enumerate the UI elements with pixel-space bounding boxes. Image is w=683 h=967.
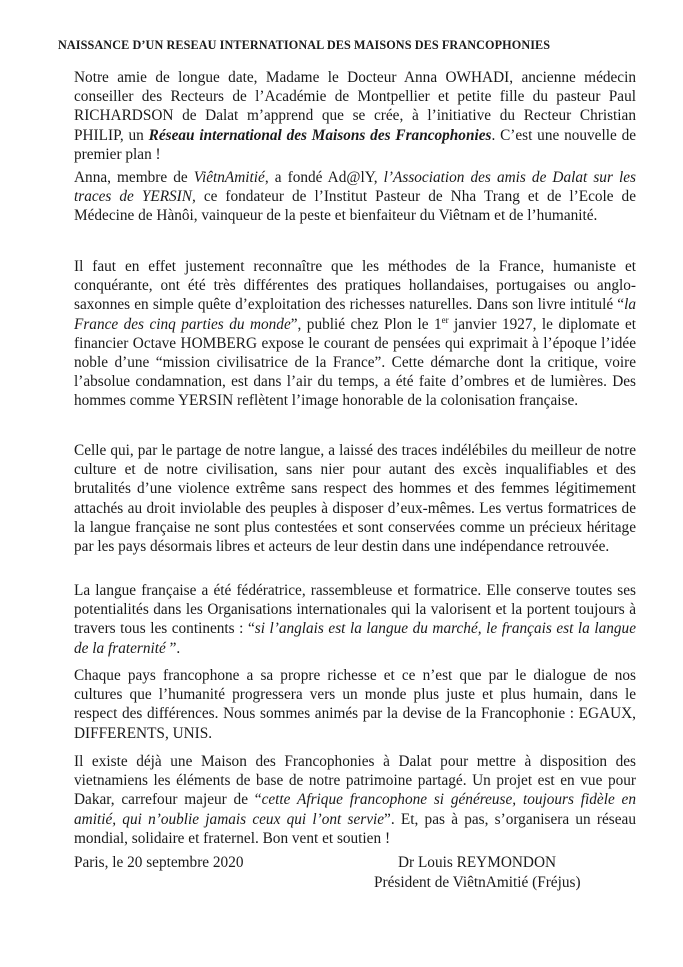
p1-text: Notre amie de longue date, Madame le Docteur Anna OWHADI, ancienne médecin conseiller des Recteurs de l’Académie de Montpellier et petite fille du pasteur Paul RICHARDSON de Dalat m’apprend que se crée, à l’initiative du Recteur Christian PHILIP, un [74,69,636,144]
p1-network-name: Réseau international des Maisons des Francophonies [148,126,492,144]
paragraph-1 [74,68,636,164]
paragraph-2 [74,168,636,226]
paragraph-5 [74,581,636,658]
p5-quote: si l’anglais est la langue du marché, le français est la langue de la fraternité [74,620,636,657]
p3-superscript: er [441,314,449,325]
p1-text-end: . C’est une nouvelle de premier plan ! [74,126,637,163]
p7-quote: cette Afrique francophone si généreuse, toujours fidèle en amitié, qui n’oublie jamais ceux qui l’ont servie [74,791,636,828]
p7-text: Il existe déjà une Maison des Francophonies à Dalat pour mettre à disposition des vietnamiens les éléments de base de notre patrimoine partagé. Un projet est en vue pour Dakar, carrefour majeur de “ [74,753,636,809]
paragraph-3 [74,257,636,411]
p2-text-mid: , a fondé Ad@lY, [264,169,384,186]
paragraph-4: Celle qui, par le partage de notre langue, a laissé des traces indélébiles du meilleur de notre culture et de notre civilisation, sans nier pour autant des excès inqualifiables et des brutalités d’une violence extrême sans respect des hommes et des femmes légitimement attachés au droit inviolable des peuples à disposer d’eux-mêmes. Les vertus formatrices de la langue française ne sont plus contestées et sont conservées comme un précieux héritage par les pays désormais libres et acteurs de leur destin dans une indépendance retrouvée. [74,442,636,556]
p3-book-title: la France des cinq parties du monde [74,296,636,333]
p2-vietnamitie: ViêtnAmitié [193,169,265,186]
p7-text-end: ”. Et, pas à pas, s’organisera un réseau mondial, solidaire et fraternel. Bon vent et soutien ! [74,810,636,847]
p5-text-end: ”. [165,639,181,657]
p5-text: La langue française a été fédératrice, rassembleuse et formatrice. Elle conserve toutes ses potentialités dans les Organisations internationales qui la valorisent et la portent toujours à travers tous les continents : “ [74,582,636,638]
signature-author: Dr Louis REYMONDON [398,854,557,871]
p2-text: Anna, membre de [74,169,194,186]
p3-text-mid: ”, publié chez Plon le 1 [290,315,442,333]
p2-association-name: l’Association des amis de Dalat sur les traces de YERSIN, [74,169,636,206]
p3-text-end: janvier 1927, le diplomate et financier Octave HOMBERG expose le courant de pensées qui exprimait à l’époque l’idée noble d’une “mission civilisatrice de la France”. Cette démarche dont la critique, voire l’absolue condamnation, est dans l’air du temps, a été faite d’ombres et de lumières. Des hommes comme YERSIN reflètent l’image honorable de la colonisation française. [74,315,637,410]
signature-role: Président de ViêtnAmitié (Fréjus) [374,874,581,891]
p2-text-end: ce fondateur de l’Institut Pasteur de Nha Trang et de l’Ecole de Médecine de Hànôi, vainqueur de la peste et bienfaiteur du Viêtnam et de l’humanité. [74,188,636,225]
paragraph-7 [74,752,636,848]
document-title: NAISSANCE D’UN RESEAU INTERNATIONAL DES MAISONS DES FRANCOPHONIES [58,38,551,52]
signature-place-date: Paris, le 20 septembre 2020 [74,854,244,871]
paragraph-6: Chaque pays francophone a sa propre richesse et ce n’est que par le dialogue de nos cultures que l’humanité progressera vers un monde plus juste et plus humain, dans le respect des différences. Nous sommes animés par la devise de la Francophonie : EGAUX, DIFFERENTS, UNIS. [74,667,636,742]
p3-text: Il faut en effet justement reconnaître que les méthodes de la France, humaniste et conquérante, ont été très différentes des pratiques hollandaises, portugaises ou anglo-saxonnes en simple quête d’exploitation des richesses naturelles. Dans son livre intitulé “ [74,258,636,314]
